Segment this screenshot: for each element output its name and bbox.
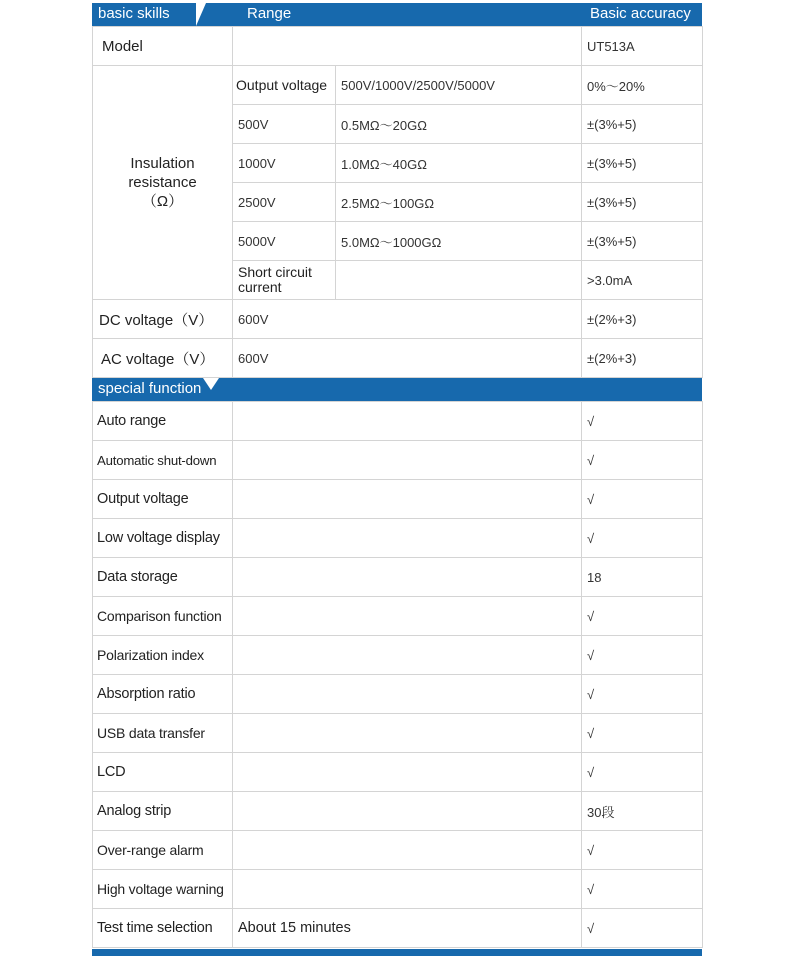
function-name: Test time selection — [93, 909, 233, 948]
table-row — [93, 714, 703, 753]
insulation-voltage: 5000V — [233, 222, 336, 261]
function-name: Output voltage — [93, 480, 233, 519]
dc-voltage-range: 600V — [233, 300, 582, 339]
basic-skills-table — [92, 26, 703, 378]
function-name: Auto range — [93, 402, 233, 441]
function-value: 30段 — [582, 792, 703, 831]
insulation-label: Insulation resistance（Ω） — [93, 66, 233, 300]
footer-bar — [92, 949, 702, 956]
function-name: Low voltage display — [93, 519, 233, 558]
function-value: 18 — [582, 558, 703, 597]
insulation-voltage: 2500V — [233, 183, 336, 222]
function-detail — [233, 675, 582, 714]
insulation-voltage: 500V — [233, 105, 336, 144]
model-label: Model — [93, 27, 233, 66]
table-row — [93, 597, 703, 636]
table-row — [93, 753, 703, 792]
function-detail — [233, 792, 582, 831]
insulation-range: 5.0MΩ～1000GΩ — [336, 222, 582, 261]
function-detail — [233, 831, 582, 870]
header-basic-skills: basic skills — [98, 5, 170, 22]
function-detail — [233, 714, 582, 753]
function-value: √ — [582, 597, 703, 636]
table-row — [93, 480, 703, 519]
table-row — [93, 909, 703, 948]
table-row — [93, 519, 703, 558]
function-value: √ — [582, 636, 703, 675]
table-row — [93, 558, 703, 597]
function-name: Over-range alarm — [93, 831, 233, 870]
insulation-range: 1.0MΩ～40GΩ — [336, 144, 582, 183]
insulation-accuracy: >3.0mA — [582, 261, 703, 300]
function-name: Data storage — [93, 558, 233, 597]
function-detail — [233, 636, 582, 675]
function-value: √ — [582, 675, 703, 714]
function-value: √ — [582, 909, 703, 948]
dc-voltage-label: DC voltage（V） — [93, 300, 233, 339]
insulation-range: 2.5MΩ～100GΩ — [336, 183, 582, 222]
table-row — [93, 792, 703, 831]
function-name: Automatic shut-down — [93, 441, 233, 480]
table-row — [93, 675, 703, 714]
model-range — [233, 27, 582, 66]
function-detail — [233, 558, 582, 597]
insulation-range: 500V/1000V/2500V/5000V — [336, 66, 582, 105]
header-notch — [196, 3, 206, 26]
function-value: √ — [582, 753, 703, 792]
function-detail — [233, 402, 582, 441]
function-detail — [233, 870, 582, 909]
function-name: Analog strip — [93, 792, 233, 831]
insulation-range: 0.5MΩ～20GΩ — [336, 105, 582, 144]
insulation-accuracy: ±(3%+5) — [582, 144, 703, 183]
function-name: Polarization index — [93, 636, 233, 675]
header-basic-accuracy: Basic accuracy — [590, 5, 691, 22]
header-special-function: special function — [98, 380, 202, 397]
table-row — [93, 66, 703, 105]
table-row — [93, 402, 703, 441]
function-name: High voltage warning — [93, 870, 233, 909]
spec-sheet — [92, 3, 702, 956]
basic-skills-header — [92, 3, 702, 26]
function-name: Comparison function — [93, 597, 233, 636]
function-detail — [233, 597, 582, 636]
function-value: √ — [582, 831, 703, 870]
header-notch — [203, 378, 219, 390]
insulation-accuracy: ±(3%+5) — [582, 183, 703, 222]
function-value: √ — [582, 519, 703, 558]
ac-voltage-accuracy: ±(2%+3) — [582, 339, 703, 378]
insulation-accuracy: ±(3%+5) — [582, 105, 703, 144]
function-detail — [233, 519, 582, 558]
ac-voltage-label: AC voltage（V） — [93, 339, 233, 378]
insulation-accuracy: ±(3%+5) — [582, 222, 703, 261]
insulation-range — [336, 261, 582, 300]
function-value: √ — [582, 714, 703, 753]
function-value: √ — [582, 402, 703, 441]
function-detail — [233, 441, 582, 480]
function-name: Absorption ratio — [93, 675, 233, 714]
table-row — [93, 300, 703, 339]
function-detail — [233, 480, 582, 519]
table-row — [93, 339, 703, 378]
insulation-voltage: 1000V — [233, 144, 336, 183]
table-row — [93, 27, 703, 66]
table-row — [93, 441, 703, 480]
insulation-accuracy: 0%～20% — [582, 66, 703, 105]
function-detail — [233, 753, 582, 792]
function-value: √ — [582, 480, 703, 519]
special-function-header — [92, 378, 702, 401]
insulation-voltage: Short circuit current — [233, 261, 336, 300]
ac-voltage-range: 600V — [233, 339, 582, 378]
function-name: USB data transfer — [93, 714, 233, 753]
function-detail: About 15 minutes — [233, 909, 582, 948]
function-value: √ — [582, 870, 703, 909]
table-row — [93, 636, 703, 675]
model-value: UT513A — [582, 27, 703, 66]
insulation-voltage: Output voltage — [233, 66, 336, 105]
table-row — [93, 870, 703, 909]
function-name: LCD — [93, 753, 233, 792]
table-row — [93, 831, 703, 870]
dc-voltage-accuracy: ±(2%+3) — [582, 300, 703, 339]
header-range: Range — [247, 5, 292, 22]
function-value: √ — [582, 441, 703, 480]
special-function-table — [92, 401, 703, 948]
function-rows — [93, 402, 703, 948]
